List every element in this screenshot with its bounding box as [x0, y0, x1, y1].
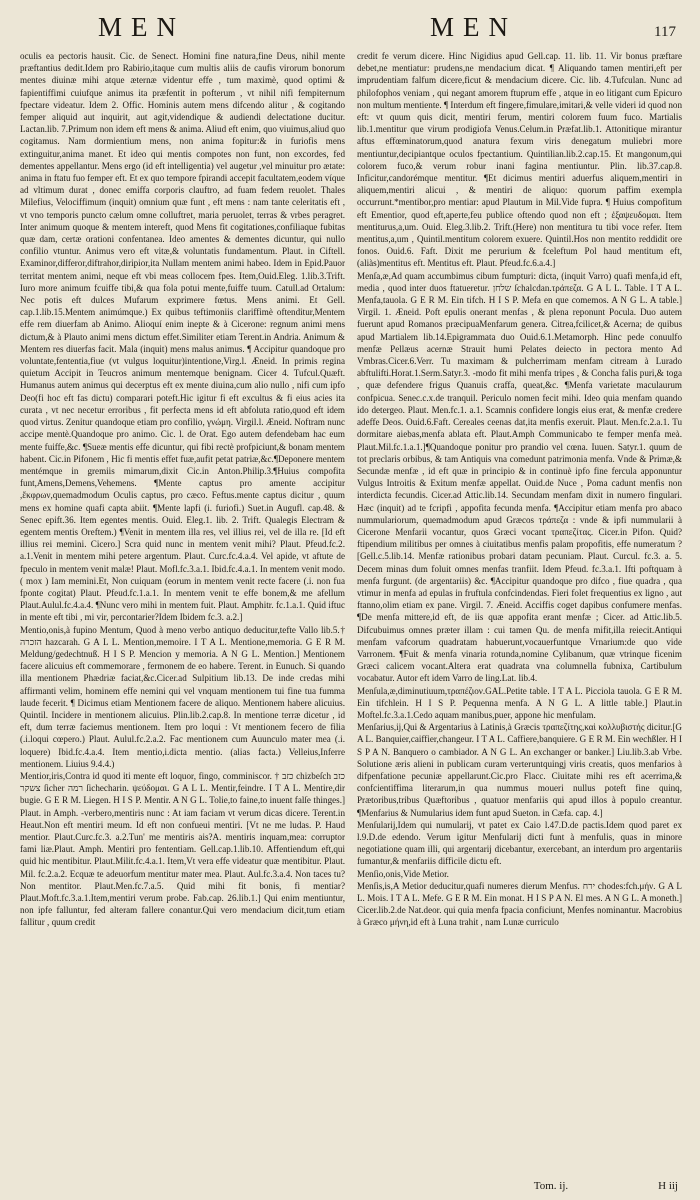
- entry-paragraph: credit fe verum dicere. Hinc Nigidius apud Gell.cap. 11. lib. 11. Vir bonus præftare debet,ne mentiatur: prudens,ne mendacium dicat. ¶ Aliquando tamen mentiri,eft per imprudentiam falfum dicere,ficut & mendacium dicere. Cic. lib. 4.Tufculan. Nunc ad philofophos veniam , qui negant amorem ftuprum effe , atque in eo litigant cum Epicuro non multum mentiente. ¶ Interdum eft fingere,fimulare,imitari,& velle videri id quod non eft: vt quum quis dicit, mentiri ferum, mentiri colorem fuum fuco. Martialis lib.1.mentitur que virum prodigiofa Venus.Celum.in Præfat.lib.1. Attonitique mirantur aftus effœminatorum,quod anatura fexum viris denegatum muliebri more mentiuntur,decipiantque oculos fpectantium. Quintilian.lib.2.cap.15. Et mangonum,qui colorem fuco,& verum robur inani fagina mentiuntur. Plin. lib.37.cap.8. Inficitur,candorémque mentitur. ¶Et dicimus mentiri aduerfus aliquem,mentiri in aliquem,mentiri alicui , & mentiri de aliquo: quorum paffim exempla occurrunt.*mentibor,pro mentiar: apud Plautum in Mil.Vide fupra. ¶ Huius compofitum eft Ementior, quod eft,aperte,feu publice oftendo quod non eft ; ἐξαψευδομαι. Item mentiturus,a,um. Ouid. Eleg.3.lib.2. Trift.(Here) non mentitura tu tibi voce refer. Item mentitus,a,um , Quintil.mentitum colorem exuere. Quintil.Hos non mentito reddidit ore fonos. Ouid.6. Faft. Dixit me perurium & fceleftum Pol haud mentitum eft,(aliàs)mentitus eft. Mentitus eft. Plaut. Pfeud.fc.6.a.4.]: [357, 51, 682, 269]
- entry-paragraph: Menſula,æ,diminutiuum,τραπέζιον.GAL.Petite table. I T A L. Picciola tauola. G E R M. Ein tifchlein. H I S P. Pequenna menfa. A N G L. A little table.] Plaut.in Moftel.fc.3.a.1.Cedo aquam manibus,puer, appone hic menfulam.: [357, 685, 682, 720]
- entry-paragraph: Menſio,onis,Vide Metior.: [357, 868, 449, 879]
- text-columns: [20, 50, 682, 1185]
- catchword-left: Tom. ij.: [533, 1180, 569, 1192]
- page-header: [20, 10, 682, 50]
- entry-paragraph: Menſarius,ij,Qui & Argentarius à Latinis,à Græcis τραπεζίτης,καὶ κολλυβιστής dicitur.[G A L. Banquier,caiffier,changeur. I T A L. Caffiere,banquiere. G E R M. Ein wechßler. H I S P A N. Banquero o cambiador. A N G L. An exchanger or banker.] Liu.lib.3.ab Vrbe. Solutione æris alieni in publicam curam verteruntquingj viris creatis, quos menfarios à difpenfatione pecuniæ appellarunt.Cic.pro Flacc. Ciuitate mihi res eft acerrima,& confcientiffima literarum,in qua nummus moueri nullus poteft fine quinq, Prætoribus,tribus Quæftoribus , quatuor menfariis qui apud illos à populo creantur. ¶Menfarius & Numularius idem funt apud Sueton. in Cæfa. cap. 4.]: [357, 722, 682, 818]
- left-column: [20, 50, 345, 1185]
- right-column: [357, 50, 682, 1185]
- entry-paragraph: Menſis,is,A Metior deducitur,quafi numeres dierum Menfus. ירח chodes:fch.μήν. G A L L. Mois. I T A L. Mefe. G E R M. Ein monat. H I S P A N. El mes. A N G L. A moneth.] Cicer.lib.2.de Nat.deor. qui quia menfa fpacia conficiunt, Menfes nominantur. Macrobius à Græco μήνη,id eft à Luna trahit , nam Lunæ curriculo: [357, 880, 682, 928]
- running-head-left: MEN: [98, 12, 185, 42]
- entry-paragraph: Mentio,onis,à fupino Mentum, Quod à meno verbo antiquo deducitur,tefte Vallo lib.5.† הזכרה hazcarah. G A L L. Mention,memoire. I T A L. Mentione,memoria. G E R M. Meldung/gedechtnuß. H I S P. Mencion y memoria. A N G L. Mention.] Mentionem facere alicuius eft commemorare , fermonem de eo habere. Terent. in Eunuch. Si quando illa mentionem Phædriæ faciat,&c.Cicer.ad Sulpitium lib.13. De inde credas mihi affirmanti velim, hominem effe nemini qui vel vnquam mentionem tui fine tua fumma laude fecerit. ¶ Dicimus etiam Mentionem facere de aliquo. Mentionem habere alicuius. Quintil. Incidere in mentionem alicuius. Plin.lib.2.cap.8. In mentione terræ dicetur , id eft, dum terræ faciemus mentionem. Item pro loqui : Vt mentionem fecero de filia (.i.loqui cœpero.) Plaut. Aulul.fc.2.a.2. Fac mentionem cum Auunculo mater mea (.i. loquere) Ibid.fc.4.a.4. Item mentio,i.dicta mentio. (alias facta.) Velleius,Inferre mentionem. Liuius 9.4.4.): [20, 624, 345, 769]
- page-footer: [534, 1180, 678, 1192]
- page-number: 117: [654, 24, 676, 40]
- entry-paragraph: Mentior,iris,Contra id quod iti mente eft loquor, fingo, comminiscor. † כזב chizbeſch כזב צשקר ſicher רמה ſichecharin. ψεύδομαι. G A L L. Mentir,feindre. I T A L. Mentire,dir bugie. G E R M. Liegen. H I S P. Mentir. A N G L. Tolie,to faine,to inuent falſe thinges.] Plaut. in Amph. -verbero,mentiris nunc : At iam faciam vt verum dicas dicere. Terent.in Heaut.Non eft mentiri meum. Id eft non confueui mentiri. [Vt ne me ludas. P. Haud mentior. Plaut.Curc.fc.3. a.2.Tun' me mentiris ais?A. mentiris inquam,mea: corruptor fami liæ.Plaut. Amph. Mentiri pro fententiam. Gell.cap.1.lib.10. Affentiendum eft,qui quid hic mentibitur. Plaut.Milit.fc.4.a.1. Item,Vt vera effe videatur quæ mentibitur. Plaut. Mil. fc.2.a.2. Ecquæ te adeuorfum mentitur mater mea. Plaut. Aul.fc.3.a.4. Non taces tu?Non mentitor. Plaut.Men.fc.7.a.5. Quid mihi fit bonis, fi mentiar? Plaut.Moft.fc.3.a.1.Item,mentiri verum probe. Fab.cap. 26.lib.1.] Qui enim mentiuntur, non ipfe falluntur, fed alteram fallere conantur.Qui vero mendacium dicit,tum etiam fallitur , quum credit: [20, 770, 345, 928]
- signature-mark: H iij: [658, 1180, 678, 1192]
- entry-paragraph: oculis ea pectoris hausit. Cic. de Senect. Homini fine natura,fine Deus, nihil mente præftantius dedit.Idem pro Rabirio,itaque cum multis aliis de caufis virorum bonorum mentes diuinæ mihi atque æternæ videntur effe , tum maximè, quod optimi & fapientiffimi cuiufque animus ita præfentit in pofterum , vt nihil nifi fempiternum fpectare videatur. Idem 2. Offic. Hominis autem mens difcendo alitur , & cogitando femper aliquid aut inquirit, aut agit,videndique & audiendi delectatione ducitur. Lactan.lib. 7.Primum non idem eft mens & anima. Aliud eft enim, quo viuimus,aliud quo cogitamus. Nam dormientium mens, non anima fopitur:& in furiofis mens extinguitur,anima manet. Et ideo qui mentis compotes non funt, non excordes, fed dementes appellantur. Mens ergo (id eft intelligentia) vel augetur ,vel minuitur pro ætate: anima in ftatu fuo femper eft. Et ex quo tempore fpirandi accepit facultatem,eodem víque ad vltimum durat , donec emiffa corporis clauftro, ad fuam fedem reuolet. Thales Milefius, Velociffimum (inquit) omnium quæ funt , eft mens : nam tante celeritatis eft , vt vno temporis puncto cælum omne colluftret, maria peruolet, terras & vrbes peragret. Inter animum quoque & mentem intereft, quod Mens fit cogitationes,confiliaque fubitas quæ dam, certæ orationi confentanea. Ideo amentes & dementes dicuntur, qui nullo confilio vtuntur. Animus vero eft vitæ,& voluntatis fundamentum. Plaut. in Ciftell. Examinor,differor,diftrahor,diripior,ita Nullam mentem animi habeo. Idem in Epid.Pauor territat mentem animi, neque eft vbi meas collocem fpes. Item,Ouid.Eleg. 1.lib.3.Trift. Iuro more animum fcuiffe tibi,& qua fola potui mente,fuiffe tuum. Catull.ad Ortalum: Nec potis eft dulces Mufarum exprimere fœtus. Mens animi. Et Gell. cap.1.lib.15.Mentem animúmque.) Ex quibus teftimoniis clariffimè oftenditur,Mentem effe rem diuerfam ab Animo. Alioquí enim inepte & à Cicerone: regnum animi mens dictum,& à Plauto animi mens dictum effet.Similiter etiam Terent.in Andria. Animum & Mentem res diuerfas facit. Mala (inquit) mens malus animus. ¶ Accipitur quandoque pro voluntate,fententia,fiue (vt vulgus loquitur)intentione,Virg.l. Æneid. In primis regina quietum Accipit in Teucros animum mentemque benignam. Cicer 4. Tufcul.Quæft. Humanus autem animus qui decerptus eft ex mente diuina,cum alio nullo , nifi cum ipfo Deo(fi hoc eft fas dictu) comparari poteft.Hic igitur fi eft excultus & fi eius acies ita curata , vt nec necetur erroribus , fit perfecta mens id eft abfoluta ratio,quod eft idem quod virtus. Zenitur quandoque etiam pro confilio, γνώμη. Virgil.l. Æneid. Noftram nunc accipe mentè.Quandoque pro animo. Cic. l. de Orat. Ego autem defendebam hac eum mente fuiffe,&c. ¶Sueæ mentis effe dicuntur, qui fibi rectè profpiciunt,& bonam mentem habent. Cic.in Pifonem , Hic fi mentis effet fuæ,aufit petat patriæ,&c.¶Deponere mentem mentémque in gremiis mimarum,dixit Cic.in Anton.Philip.3.¶Huius compofita funt,Amens,Demens,Vehemens. ¶Mente captus pro amente accipitur ,ἔκφρων,quemadmodum Oculis captus, pro cæco. Feftus.mente captus dicitur , quum mens ex homine quafi capta abiit. ¶Mente lapfi (i. furiofi.) Suet.in Augufl. cap.48. & Senec epift.36. Item egentes mentis. Ouid. Eleg.1. lib. 2. Trift. Qualegis Electram & egentem mentis Oreftem.) ¶Venit in mentem illa res, vel illius rei, vel de illa re. [Id eft illius rei memini. Cicero.] Scra quid nunc in mentem venit mihi? Plaut. Pfeud.fc.2. a.1.Venit in mentem mihi petere argentum. Plaut. Curc.fc.4.a.4. Vel apide, vt aftute de fpeculo in mentem venit malæ! Plaut. Mofl.fc.3.a.1. Ibid.fc.4.a.1. In mentem venit modo. ( mox ) Iam memini.Et, Non cuiquam (eorum in mentem venit recte facere (.i. non fua fponte cogitat) Plaut. Pfeud.fc.1.a.1. In mentem venit te effe bonem,& me afellum Plaut.Aulul.fc.4.a.4. ¶Nunc vero mihi in mentem fuit. Plaut. Amphitr. fc.1.a.1. Quid iftuc in mente eft tibi , mi vir, percontarier?Idem Ibidem fc.3. a.2.]: [20, 51, 345, 623]
- entry-paragraph: Menſularij,Idem qui numularij, vt patet ex Caio l.47.D.de pactis.Idem quod paret ex l.9.D.de edendo. Verum igitur Menfularij dicti funt à menfulis, quas in minore negotiatione quam illi, qui argentarij dicebantur, exercebant, an interdum pro argentariis fumantur,& menfariis difficile dictu eft.: [357, 819, 682, 867]
- running-head-right: MEN: [430, 12, 517, 42]
- entry-paragraph: Menſa,æ,Ad quam accumbimus cibum fumpturi: dicta, (inquit Varro) quafi menfa,id eft, media , quod inter duos ftatueretur. שלחן ſchalcdan.τράπεζα. G A L L. Table. I T A L. Menfa,tauola. G E R M. Ein tifch. H I S P. Mefa en que comemos. A N G L. A table.] Virgil. 1. Æneid. Poft epulis onerant menfas , & plena reponunt Pocula. Duo autem fuerunt apud Romanos præcipuaMenfarum genera. Citrea,fcilicet,& Acerna; de quibus apud Martialem lib.14.Epigrammata duo Ouid.6.1.Metamorph. Hinc pede conuulfo menfæ Pellæus acernæ Strauit humi Pelates deiecto in pectora mento Ad Vmbras.Cicer.6.Verr. Tu maximam & pulcherrimam menfam citream à Lurado abftulifti.Horat.1.Serm.Satyr.3. -modo fit mihi menfa tripes , & Concha falis puri,& toga , quæ defendere frigus Quanuis craffa, queat,&c. ¶Menfa varietate maculaurum confpicua. Senec.c.x.de tranquil. Periculo nomen fecit mihi. Ideo quia menfam quando ido detergeo. Plaut. Men.fc.1. a.1. Scamnis confidere longis eius erat, & menfæ credere adeffe Deos. Ouid.6.Faft. Cereales ceenas dat,ita menfis exeruit. Plaut. Men.fc.2.a.1. Tu dormitare aiebas,menfa ablata eft. Plaut.Amph Communicabo te femper menfa meà. Plaut.Mil.fc.1.a.1.]¶Quandoque ponitur pro prandio vel cœna. Iuuen. Satyr.1. quum de tot preclaris orbibus, & tam Antiquis vna comedunt patrimonia menfa. Vnde & Primæ,& Secundæ menfæ , id eft quæ in principio & in continuè ipfo fine fercula apponuntur Vulgus Introitis & Exitum menfæ appellat. Ouid.de Nuce , Poma cadunt menfis non interdicta fecundis. Cicer.ad Attic.lib.14. Secundam menfam dixit in numero fingulari. Hæc (inquit) ad te fcripfi , appofita fecunda menfa. ¶Accipitur etiam menfa pro abaco nummulariorum, quemadmodum apud Græcos τράπεζα : vnde & ipfi nummularii à Cicerone Menfarii vocantur, quos Græci vocant τραπεζίτας. Cicer.in Pifon. Quid? ftipendium militibus per omnes à ciuitatibus menfis palam propofitis, effe numeratum ? [Gell.c.5.lib.14. Menfæ rationibus probari datam pecuniam. Plaut. Curcul. fc.3. a. 5. Decem minas dum foluit omnes menfas tranfiit. Idem Pfeud. fc.3.a.1. Ifti poftquam à menfa furgunt. (de argentariis) &c. ¶Accipitur quandoque pro difco , fiue quadra , qua vtimur in menfa ad epulas in fruftula confcindendas. Fieri folet frequentius ex ligno , aut ftanno,olim etiam ex pane. Virgil. 7. Æneid. Acciffis coget dapibus confumere menfas. ¶De menfa mittere,id eft, de iis quæ appofita erant menfæ ; Cicer. ad Attic.lib.5. Difcubuimus omnes præter illam : cui tamen Qu. de menfa mifit,illa reiecit.Antiqui menfam vafcorum quadratam habuerunt,vocauerfuntque Vrnarium:de quo vide Varronem. ¶Fuit & menfa vinaria rotunda,nomine Cylibanum, quæ vtrinque ficenim Græci calicem vocant.Altera erat quadrata vna columnella fubnixa, Cartibulum vocabatur. Autor eft idem Varro de ling.Lat. lib.4.: [357, 270, 682, 684]
